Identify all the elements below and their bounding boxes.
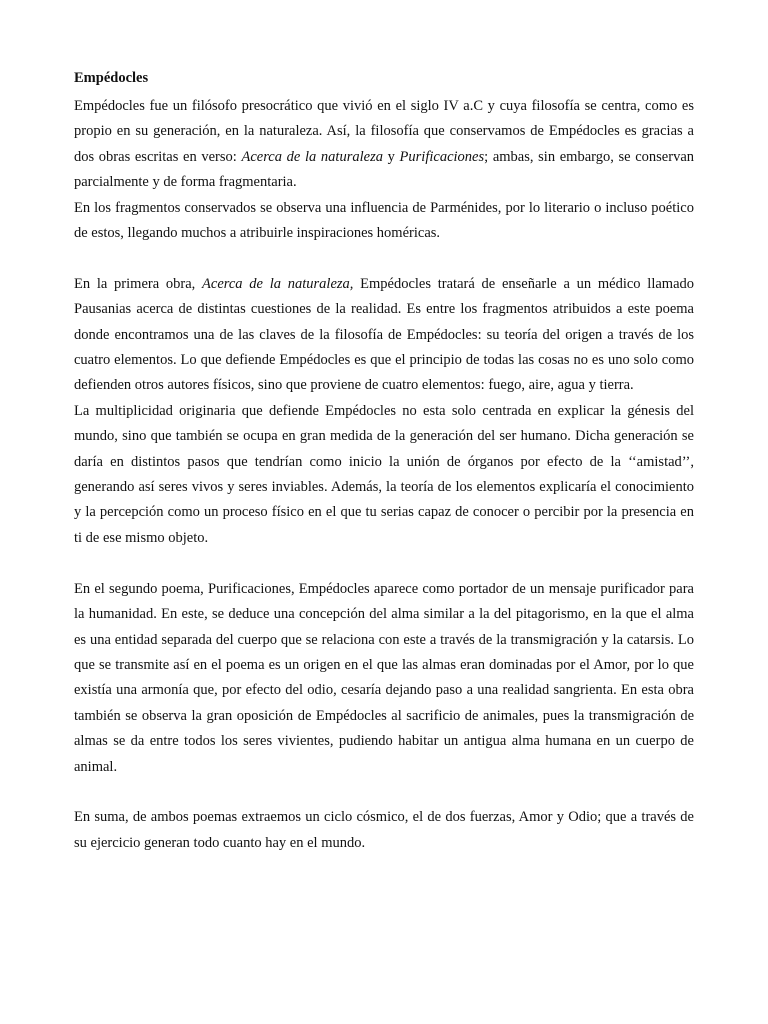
paragraph-second-poem: En el segundo poema, Purificaciones, Empédocles aparece como portador de un mensaje purificador para la humanidad. En este, se deduce una concepción del alma similar a la del pitagorismo, en la que el alma es una entidad separada del cuerpo que se relaciona con este a través de la transmigración y la catarsis. Lo que se transmite así en el poema es un origen en el que las almas eran dominadas por el Amor, por lo que existía una armonía que, por efecto del odio, cesaría dejando paso a una realidad sangrienta. En esta obra también se observa la gran oposición de Empédocles al sacrificio de animales, pues la transmigración de almas se da entre todos los seres vivientes, pudiendo habitar un antigua alma humana en un cuerpo de animal.: [74, 580, 694, 775]
work-title-naturaleza: Acerca de la naturaleza: [241, 148, 383, 165]
work-title-purificaciones: Purificaciones: [399, 148, 485, 165]
work-title-naturaleza-2: Acerca de la naturaleza,: [202, 275, 354, 292]
paragraph-spacer: [74, 780, 694, 805]
paragraph-first-work: [74, 272, 694, 399]
paragraph-first-work-text-b: Empédocles tratará de enseñarle a un médico llamado Pausanias acerca de distintas cuestiones de la realidad. Es entre los fragmentos atribuidos a este poema donde encontramos una de las claves de la filosofía de Empédocles: su teoría del origen a través de los cuatro elementos. Lo que defiende Empédocles es que el principio de todas las cosas no es uno solo como defienden otros autores físicos, sino que proviene de cuatro elementos: fuego, aire, agua y tierra.: [74, 275, 695, 394]
paragraph-intro-text-a: Empédocles fue un filósofo presocrático que vivió en el siglo IV a.C y cuya filosofía se centra, como es propio en su generación, en la naturaleza. Así, la filosofía que conservamos de Empédocles es gracias a dos obras escritas en verso:: [74, 98, 694, 165]
paragraph-spacer: [74, 246, 694, 271]
paragraph-intro: [74, 94, 694, 196]
document-title: Empédocles: [74, 70, 149, 86]
paragraph-first-work-text-a: En la primera obra,: [74, 275, 203, 292]
paragraph-intro-text-c: ; ambas, sin embargo, se conservan parcialmente y de forma fragmentaria.: [74, 148, 694, 191]
paragraph-intro-text-b: y: [382, 148, 400, 165]
paragraph-fragments: En los fragmentos conservados se observa una influencia de Parménides, por lo literario o incluso poético de estos, llegando muchos a atribuirle inspiraciones homéricas.: [74, 199, 694, 242]
paragraph-summary: En suma, de ambos poemas extraemos un ciclo cósmico, el de dos fuerzas, Amor y Odio; que a través de su ejercicio generan todo cuanto hay en el mundo.: [74, 809, 694, 851]
paragraph-spacer: [74, 551, 694, 576]
paragraph-multiplicity: La multiplicidad originaria que defiende Empédocles no esta solo centrada en explicar la génesis del mundo, sino que también se ocupa en gran medida de la generación del ser humano. Dicha generación se daría en distintos pasos que tendrían como inicio la unión de órganos por efecto de la ‘‘amistad’’, generando así seres vivos y seres inviables. Además, la teoría de los elementos explicaría el conocimiento y la percepción como un proceso físico en el que tu serias capaz de conocer o percibir por la presencia en ti de ese mismo objeto.: [74, 402, 694, 546]
